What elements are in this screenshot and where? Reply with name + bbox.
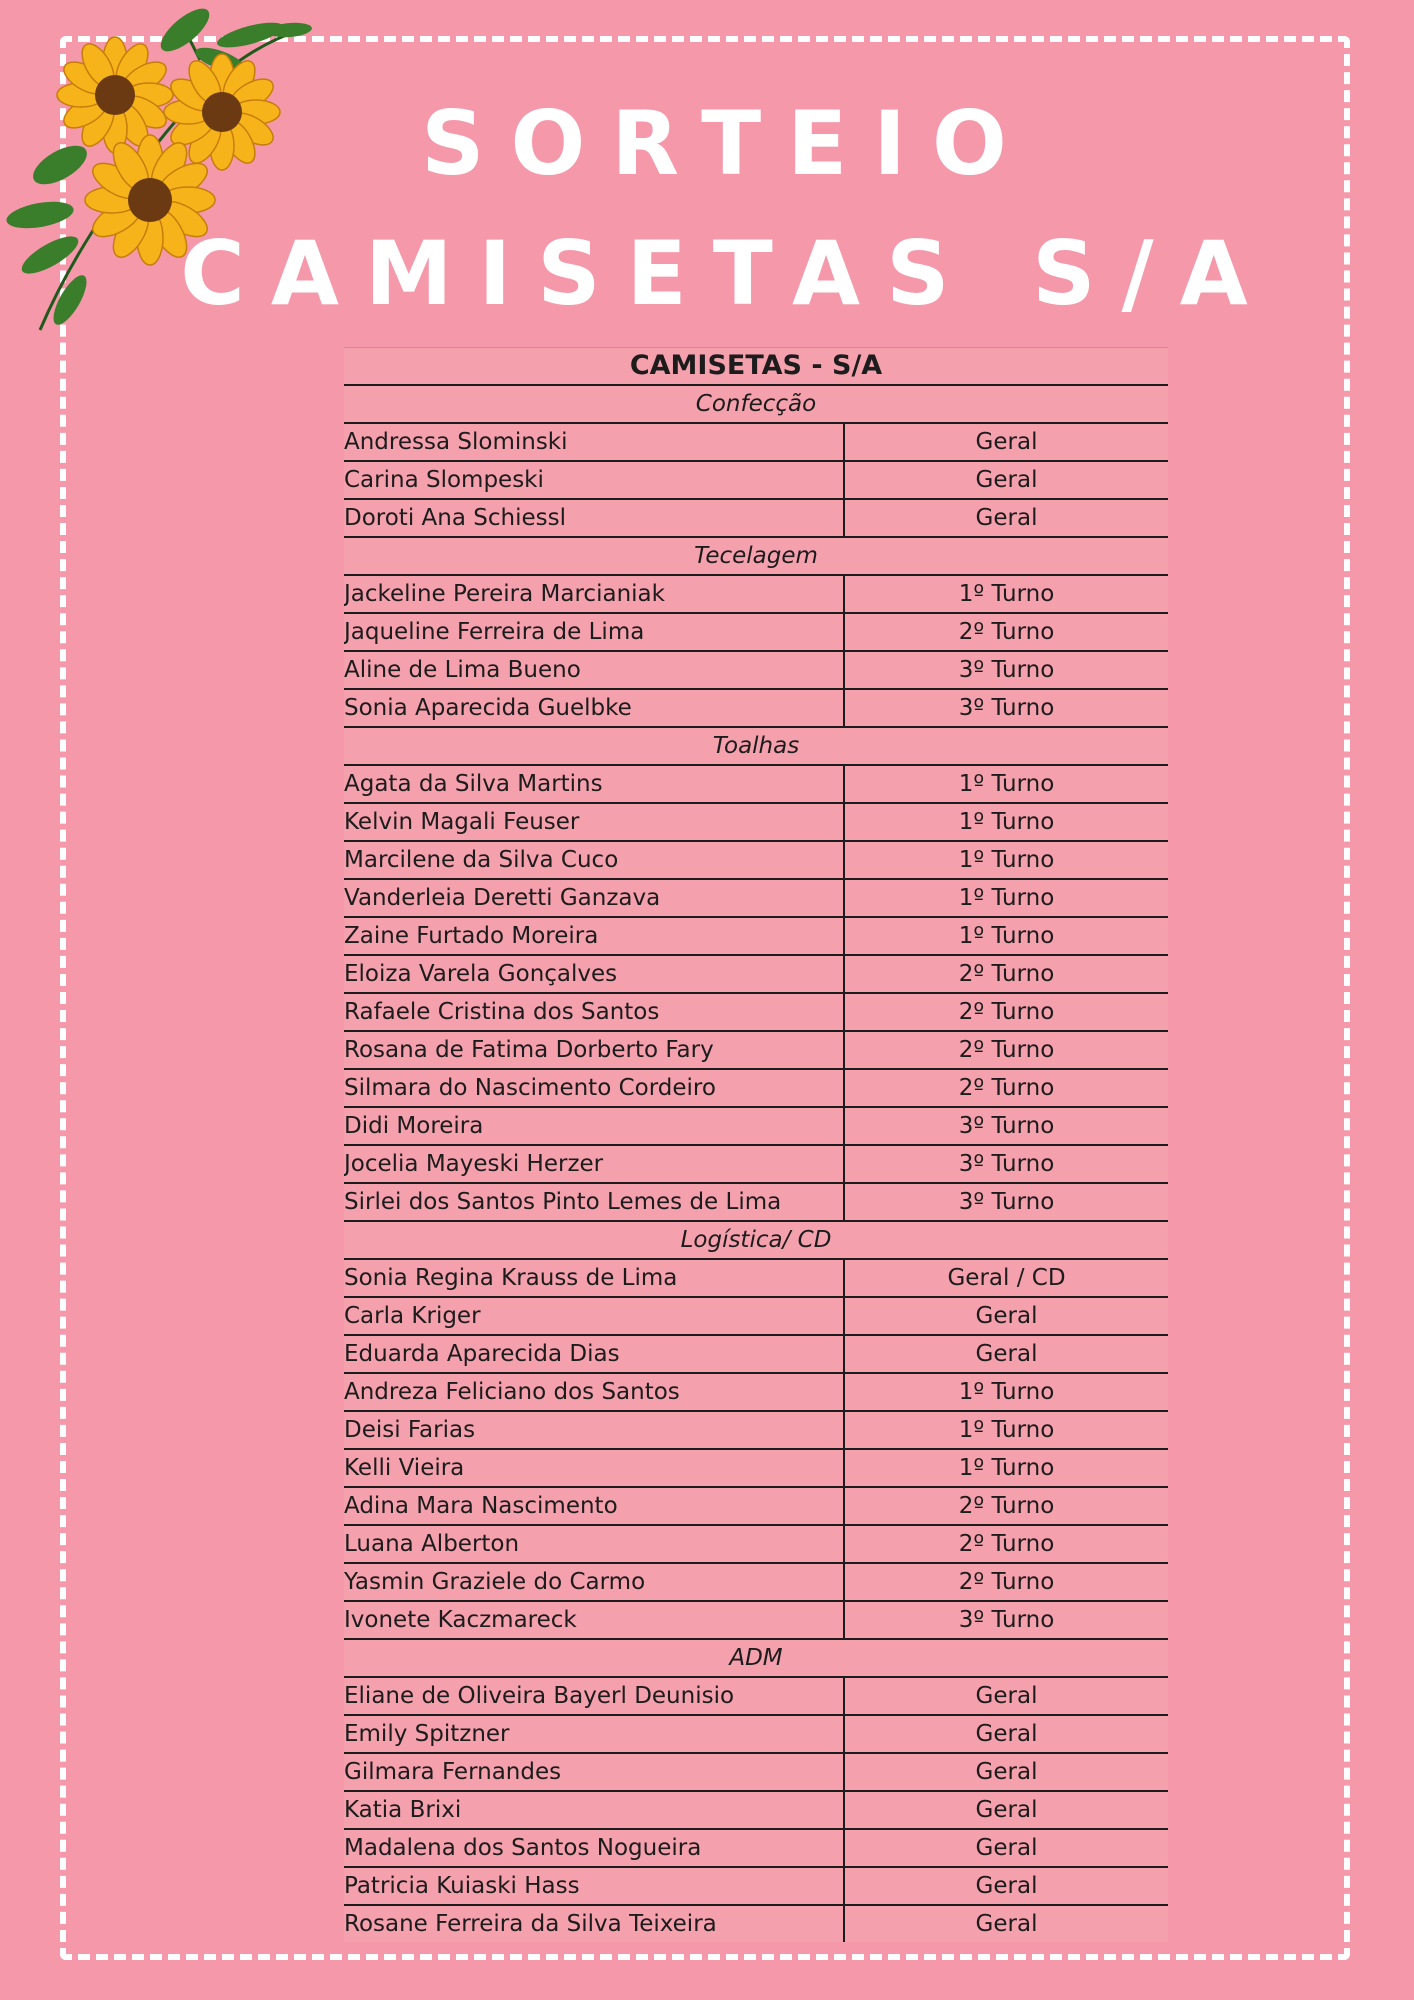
participant-name: Doroti Ana Schiessl — [344, 499, 844, 537]
table-header: CAMISETAS - S/A — [344, 348, 1168, 386]
participant-shift: Geral — [844, 1905, 1168, 1942]
participant-shift: 2º Turno — [844, 613, 1168, 651]
table-row — [344, 1905, 1168, 1942]
participant-name: Eliane de Oliveira Bayerl Deunisio — [344, 1677, 844, 1715]
participant-name: Ivonete Kaczmareck — [344, 1601, 844, 1639]
participant-shift: 1º Turno — [844, 841, 1168, 879]
participant-name: Zaine Furtado Moreira — [344, 917, 844, 955]
table-row — [344, 1563, 1168, 1601]
table-row — [344, 689, 1168, 727]
participant-shift: 3º Turno — [844, 1601, 1168, 1639]
participant-shift: Geral — [844, 1867, 1168, 1905]
participant-shift: 1º Turno — [844, 575, 1168, 613]
participant-name: Rafaele Cristina dos Santos — [344, 993, 844, 1031]
participant-name: Sirlei dos Santos Pinto Lemes de Lima — [344, 1183, 844, 1221]
participant-shift: 2º Turno — [844, 1563, 1168, 1601]
participant-name: Rosane Ferreira da Silva Teixeira — [344, 1905, 844, 1942]
table-row — [344, 1183, 1168, 1221]
table-row — [344, 1069, 1168, 1107]
participant-shift: 3º Turno — [844, 689, 1168, 727]
participant-shift: 2º Turno — [844, 1031, 1168, 1069]
participant-name: Didi Moreira — [344, 1107, 844, 1145]
table-row — [344, 499, 1168, 537]
participant-name: Kelvin Magali Feuser — [344, 803, 844, 841]
participant-shift: 1º Turno — [844, 1411, 1168, 1449]
table-row — [344, 651, 1168, 689]
participant-name: Sonia Aparecida Guelbke — [344, 689, 844, 727]
participant-name: Silmara do Nascimento Cordeiro — [344, 1069, 844, 1107]
section-row — [344, 727, 1168, 765]
raffle-table — [344, 347, 1168, 1942]
table-row — [344, 1601, 1168, 1639]
participant-shift: Geral / CD — [844, 1259, 1168, 1297]
section-title: ADM — [344, 1639, 1168, 1677]
table-row — [344, 1867, 1168, 1905]
participant-shift: 3º Turno — [844, 1107, 1168, 1145]
table-row — [344, 1107, 1168, 1145]
table-body — [344, 385, 1168, 1942]
participant-shift: 2º Turno — [844, 993, 1168, 1031]
participant-shift: Geral — [844, 1335, 1168, 1373]
page-title-line1: SORTEIO — [421, 92, 1033, 195]
table-row — [344, 765, 1168, 803]
participant-shift: Geral — [844, 1791, 1168, 1829]
table-row — [344, 879, 1168, 917]
section-title: Confecção — [344, 385, 1168, 423]
participant-name: Jocelia Mayeski Herzer — [344, 1145, 844, 1183]
table-row — [344, 613, 1168, 651]
participant-name: Carina Slompeski — [344, 461, 844, 499]
participant-name: Agata da Silva Martins — [344, 765, 844, 803]
participant-name: Kelli Vieira — [344, 1449, 844, 1487]
participant-name: Andreza Feliciano dos Santos — [344, 1373, 844, 1411]
section-row — [344, 1221, 1168, 1259]
participant-shift: Geral — [844, 1715, 1168, 1753]
participant-name: Rosana de Fatima Dorberto Fary — [344, 1031, 844, 1069]
participant-shift: 2º Turno — [844, 1487, 1168, 1525]
section-row — [344, 537, 1168, 575]
participant-name: Vanderleia Deretti Ganzava — [344, 879, 844, 917]
table-row — [344, 955, 1168, 993]
page-title-line2: CAMISETAS S/A — [180, 222, 1274, 325]
table-row — [344, 1259, 1168, 1297]
participant-shift: Geral — [844, 1829, 1168, 1867]
table-row — [344, 423, 1168, 461]
section-row — [344, 385, 1168, 423]
table-row — [344, 803, 1168, 841]
table-row — [344, 1829, 1168, 1867]
section-row — [344, 1639, 1168, 1677]
participant-shift: 1º Turno — [844, 1373, 1168, 1411]
section-title: Tecelagem — [344, 537, 1168, 575]
participant-shift: Geral — [844, 499, 1168, 537]
table-row — [344, 1677, 1168, 1715]
participant-name: Marcilene da Silva Cuco — [344, 841, 844, 879]
participant-name: Andressa Slominski — [344, 423, 844, 461]
participant-name: Jackeline Pereira Marcianiak — [344, 575, 844, 613]
participant-shift: 3º Turno — [844, 1183, 1168, 1221]
table-row — [344, 1335, 1168, 1373]
participant-name: Carla Kriger — [344, 1297, 844, 1335]
participant-shift: 1º Turno — [844, 917, 1168, 955]
participant-name: Katia Brixi — [344, 1791, 844, 1829]
participant-shift: 2º Turno — [844, 955, 1168, 993]
participant-shift: Geral — [844, 1753, 1168, 1791]
table-row — [344, 1753, 1168, 1791]
table-row — [344, 1145, 1168, 1183]
participant-name: Adina Mara Nascimento — [344, 1487, 844, 1525]
participant-shift: 1º Turno — [844, 1449, 1168, 1487]
participant-shift: 1º Turno — [844, 803, 1168, 841]
table-row — [344, 1297, 1168, 1335]
participant-shift: 3º Turno — [844, 1145, 1168, 1183]
participant-name: Patricia Kuiaski Hass — [344, 1867, 844, 1905]
participant-name: Yasmin Graziele do Carmo — [344, 1563, 844, 1601]
table-row — [344, 1373, 1168, 1411]
table-row — [344, 1487, 1168, 1525]
table-row — [344, 1449, 1168, 1487]
section-title: Toalhas — [344, 727, 1168, 765]
participant-name: Gilmara Fernandes — [344, 1753, 844, 1791]
participant-name: Madalena dos Santos Nogueira — [344, 1829, 844, 1867]
table-row — [344, 461, 1168, 499]
participant-shift: 2º Turno — [844, 1069, 1168, 1107]
participant-shift: Geral — [844, 1677, 1168, 1715]
participant-name: Luana Alberton — [344, 1525, 844, 1563]
table-row — [344, 1715, 1168, 1753]
participant-shift: Geral — [844, 1297, 1168, 1335]
participant-name: Aline de Lima Bueno — [344, 651, 844, 689]
participant-name: Sonia Regina Krauss de Lima — [344, 1259, 844, 1297]
participant-name: Jaqueline Ferreira de Lima — [344, 613, 844, 651]
participant-shift: 2º Turno — [844, 1525, 1168, 1563]
participant-shift: Geral — [844, 423, 1168, 461]
participant-name: Deisi Farias — [344, 1411, 844, 1449]
participant-shift: 3º Turno — [844, 651, 1168, 689]
section-title: Logística/ CD — [344, 1221, 1168, 1259]
table-row — [344, 1791, 1168, 1829]
table-row — [344, 841, 1168, 879]
participant-name: Eloiza Varela Gonçalves — [344, 955, 844, 993]
participant-shift: 1º Turno — [844, 765, 1168, 803]
table-row — [344, 1411, 1168, 1449]
table-row — [344, 917, 1168, 955]
participant-shift: 1º Turno — [844, 879, 1168, 917]
table-row — [344, 1031, 1168, 1069]
participant-name: Emily Spitzner — [344, 1715, 844, 1753]
table-row — [344, 1525, 1168, 1563]
participant-name: Eduarda Aparecida Dias — [344, 1335, 844, 1373]
table-row — [344, 993, 1168, 1031]
participant-shift: Geral — [844, 461, 1168, 499]
table-row — [344, 575, 1168, 613]
